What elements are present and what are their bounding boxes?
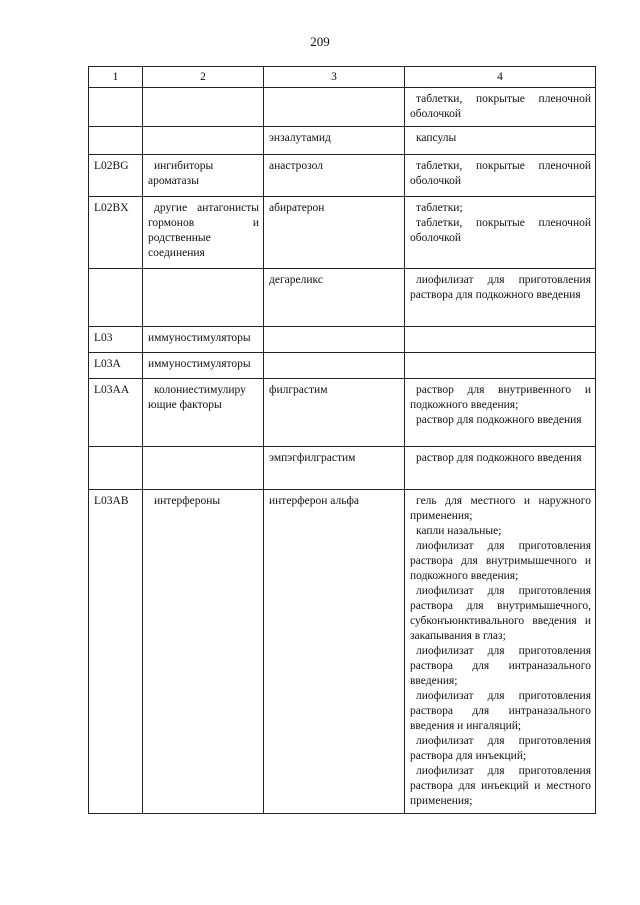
dosage-form: таблетки, покрытые пленочной оболочкой <box>410 217 591 244</box>
dosage-forms <box>405 490 596 814</box>
dosage-form: лиофилизат для приготовления раствора для интраназального введения; <box>410 645 591 687</box>
drug-name: эмпэгфилграстим <box>264 447 405 490</box>
table-row <box>89 327 596 353</box>
table-header-row <box>89 67 596 88</box>
dosage-form: лиофилизат для приготовления раствора для интраназального введения и ингаляций; <box>410 690 591 732</box>
atc-code: L03AB <box>89 490 143 814</box>
drug-name <box>264 353 405 379</box>
group-name: колониестимулиру ющие факторы <box>143 379 264 447</box>
drug-name: дегареликс <box>264 269 405 327</box>
dosage-form: раствор для внутривенного и подкожного введения; <box>410 384 591 411</box>
table-row <box>89 127 596 155</box>
column-header: 4 <box>405 67 596 88</box>
atc-code <box>89 88 143 127</box>
table-row <box>89 197 596 269</box>
table-row <box>89 379 596 447</box>
group-name: ингибиторы ароматазы <box>143 155 264 197</box>
dosage-forms <box>405 127 596 155</box>
table-row <box>89 155 596 197</box>
group-name <box>143 127 264 155</box>
dosage-forms <box>405 379 596 447</box>
table-row <box>89 353 596 379</box>
drug-table <box>88 66 596 814</box>
dosage-forms <box>405 269 596 327</box>
group-name: интерфероны <box>143 490 264 814</box>
dosage-forms <box>405 88 596 127</box>
table-row <box>89 88 596 127</box>
group-name <box>143 269 264 327</box>
dosage-form: лиофилизат для приготовления раствора для инъекций; <box>410 735 591 762</box>
atc-code <box>89 127 143 155</box>
dosage-forms <box>405 155 596 197</box>
atc-code: L02BG <box>89 155 143 197</box>
dosage-form: капсулы <box>416 132 457 144</box>
table-row <box>89 490 596 814</box>
drug-name: энзалутамид <box>264 127 405 155</box>
dosage-forms <box>405 327 596 353</box>
drug-name: абиратерон <box>264 197 405 269</box>
atc-code: L03A <box>89 353 143 379</box>
table-body <box>89 88 596 814</box>
group-name: иммуностимуляторы <box>143 327 264 353</box>
table-row <box>89 269 596 327</box>
page-number: 209 <box>310 34 330 49</box>
group-name: иммуностимуляторы <box>143 353 264 379</box>
dosage-form: таблетки, покрытые пленочной оболочкой <box>410 93 591 120</box>
dosage-form: лиофилизат для приготовления раствора для подкожного введения <box>410 274 591 301</box>
dosage-form: раствор для подкожного введения <box>416 452 582 464</box>
group-name <box>143 447 264 490</box>
drug-name <box>264 88 405 127</box>
drug-name: анастрозол <box>264 155 405 197</box>
drug-name: филграстим <box>264 379 405 447</box>
dosage-form: лиофилизат для приготовления раствора для инъекций и местного применения; <box>410 765 591 807</box>
column-header: 2 <box>143 67 264 88</box>
group-name: другие антагонисты гормонов и родственные соединения <box>143 197 264 269</box>
dosage-form: капли назальные; <box>416 525 502 537</box>
column-header: 1 <box>89 67 143 88</box>
dosage-form: гель для местного и наружного применения; <box>410 495 591 522</box>
drug-name <box>264 327 405 353</box>
dosage-form: таблетки, покрытые пленочной оболочкой <box>410 160 591 187</box>
group-name <box>143 88 264 127</box>
dosage-form: лиофилизат для приготовления раствора для внутримышечного, субконъюнктивального введения и закапывания в глаз; <box>410 585 591 642</box>
column-header: 3 <box>264 67 405 88</box>
drug-name: интерферон альфа <box>264 490 405 814</box>
dosage-form: раствор для подкожного введения <box>416 414 582 426</box>
dosage-forms <box>405 353 596 379</box>
dosage-forms <box>405 197 596 269</box>
atc-code <box>89 447 143 490</box>
atc-code: L02BX <box>89 197 143 269</box>
dosage-form: лиофилизат для приготовления раствора для внутримышечного и подкожного введения; <box>410 540 591 582</box>
atc-code: L03AA <box>89 379 143 447</box>
dosage-forms <box>405 447 596 490</box>
atc-code <box>89 269 143 327</box>
atc-code: L03 <box>89 327 143 353</box>
dosage-form: таблетки; <box>416 202 463 214</box>
table-row <box>89 447 596 490</box>
